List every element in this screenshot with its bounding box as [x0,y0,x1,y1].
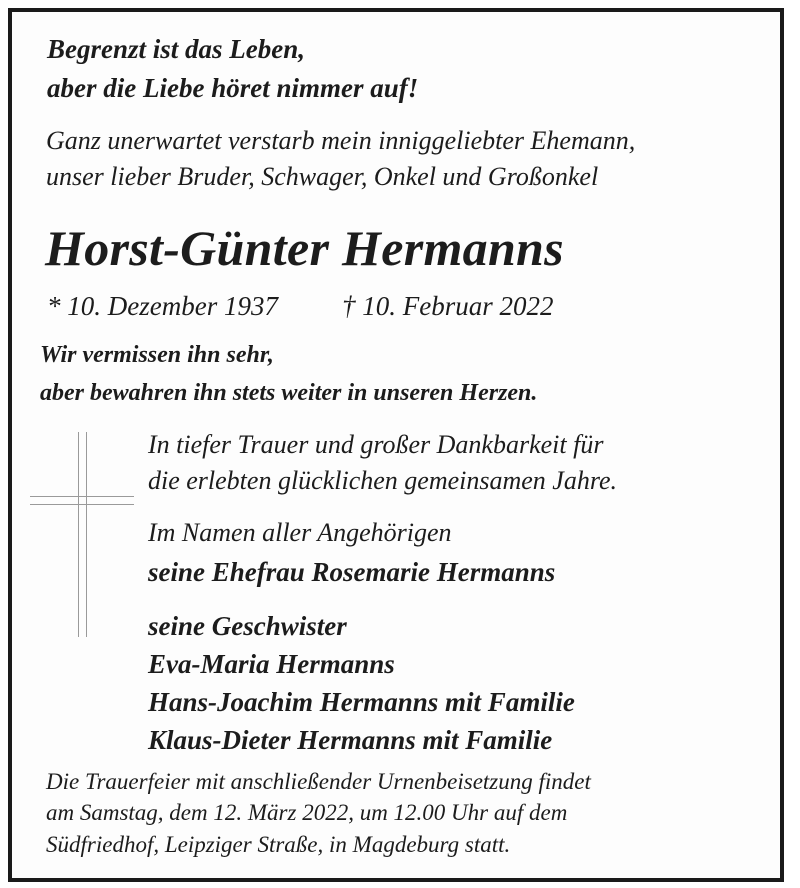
cross-vertical-beam [78,432,87,637]
birth-date: * 10. Dezember 1937 [47,291,278,321]
intro-line-2: unser lieber Bruder, Schwager, Onkel und Großonkel [46,162,599,191]
cross-horizontal-beam [30,496,134,505]
sibling-name: Klaus-Dieter Hermanns mit Familie [148,725,553,755]
intro-line-1: Ganz unerwartet verstarb mein inniggeliebter Ehemann, [46,126,636,155]
on-behalf-text: Im Namen aller Angehörigen [148,518,452,547]
tribute-line-1: Wir vermissen ihn sehr, [40,342,274,368]
funeral-line-1: Die Trauerfeier mit anschließender Urnenbeisetzung findet [46,769,591,794]
motto-line-1: Begrenzt ist das Leben, [47,34,306,64]
spouse-signature: seine Ehefrau Rosemarie Hermanns [148,557,556,587]
funeral-line-2: am Samstag, dem 12. März 2022, um 12.00 Uhr auf dem [46,800,568,825]
death-date: † 10. Februar 2022 [342,291,554,321]
tribute-line-2: aber bewahren ihn stets weiter in unseren Herzen. [40,380,538,406]
motto-line-2: aber die Liebe höret nimmer auf! [47,73,419,103]
gratitude-line-2: die erlebten glücklichen gemeinsamen Jahre. [148,466,618,495]
sibling-name: Eva-Maria Hermanns [148,649,395,679]
deceased-name: Horst-Günter Hermanns [45,220,564,276]
siblings-heading: seine Geschwister [148,611,347,641]
sibling-name: Hans-Joachim Hermanns mit Familie [148,687,575,717]
gratitude-line-1: In tiefer Trauer und großer Dankbarkeit für [148,430,604,459]
funeral-line-3: Südfriedhof, Leipziger Straße, in Magdeburg statt. [46,832,511,857]
